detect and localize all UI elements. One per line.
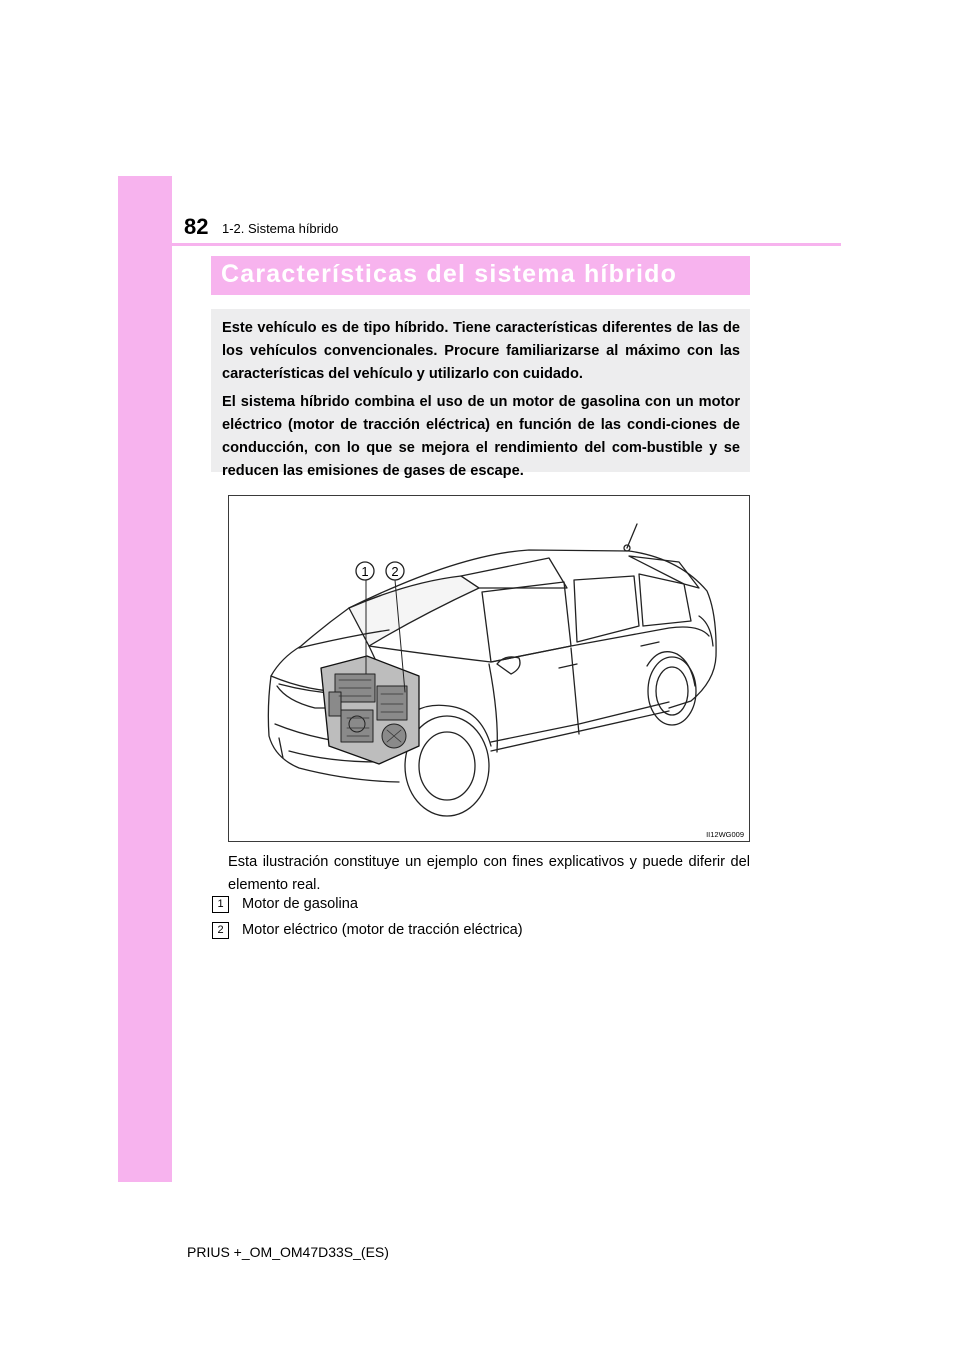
page-number: 82 — [184, 214, 209, 239]
intro-paragraph-2: El sistema híbrido combina el uso de un motor de gasolina con un motor eléctrico (motor de tracción eléctrica) en función de las condi-ciones de conducción, con lo que se mejora el rendimiento del com-bustible y se reducen las emisiones de gases de escape. — [222, 394, 740, 479]
figure-caption: Esta ilustración constituye un ejemplo con fines explicativos y puede diferir del elemento real. — [228, 854, 750, 893]
legend-label-1: Motor de gasolina — [242, 896, 359, 912]
car-drawing — [229, 496, 749, 841]
vehicle-illustration — [228, 495, 750, 842]
chapter-side-tab — [118, 176, 172, 1182]
footer-doc-id: PRIUS +_OM_OM47D33S_(ES) — [187, 1244, 389, 1260]
legend-number-1: 1 — [212, 896, 229, 913]
section-title: 1-2. Sistema híbrido — [222, 221, 339, 236]
intro-box — [211, 309, 750, 479]
legend-number-2: 2 — [212, 922, 229, 939]
legend-label-2: Motor eléctrico (motor de tracción eléctrica) — [242, 922, 523, 938]
callout-1: 1 — [361, 564, 369, 579]
header-rule — [172, 243, 841, 246]
page-title: Características del sistema híbrido — [211, 256, 750, 295]
intro-paragraph-1: Este vehículo es de tipo híbrido. Tiene características diferentes de las de los vehículos convencionales. Procure familiarizarse al máximo con las características del vehículo y utilizarlo con cuidado. — [222, 320, 740, 382]
figure-code: II12WG009 — [706, 830, 744, 839]
callout-2: 2 — [391, 564, 399, 579]
